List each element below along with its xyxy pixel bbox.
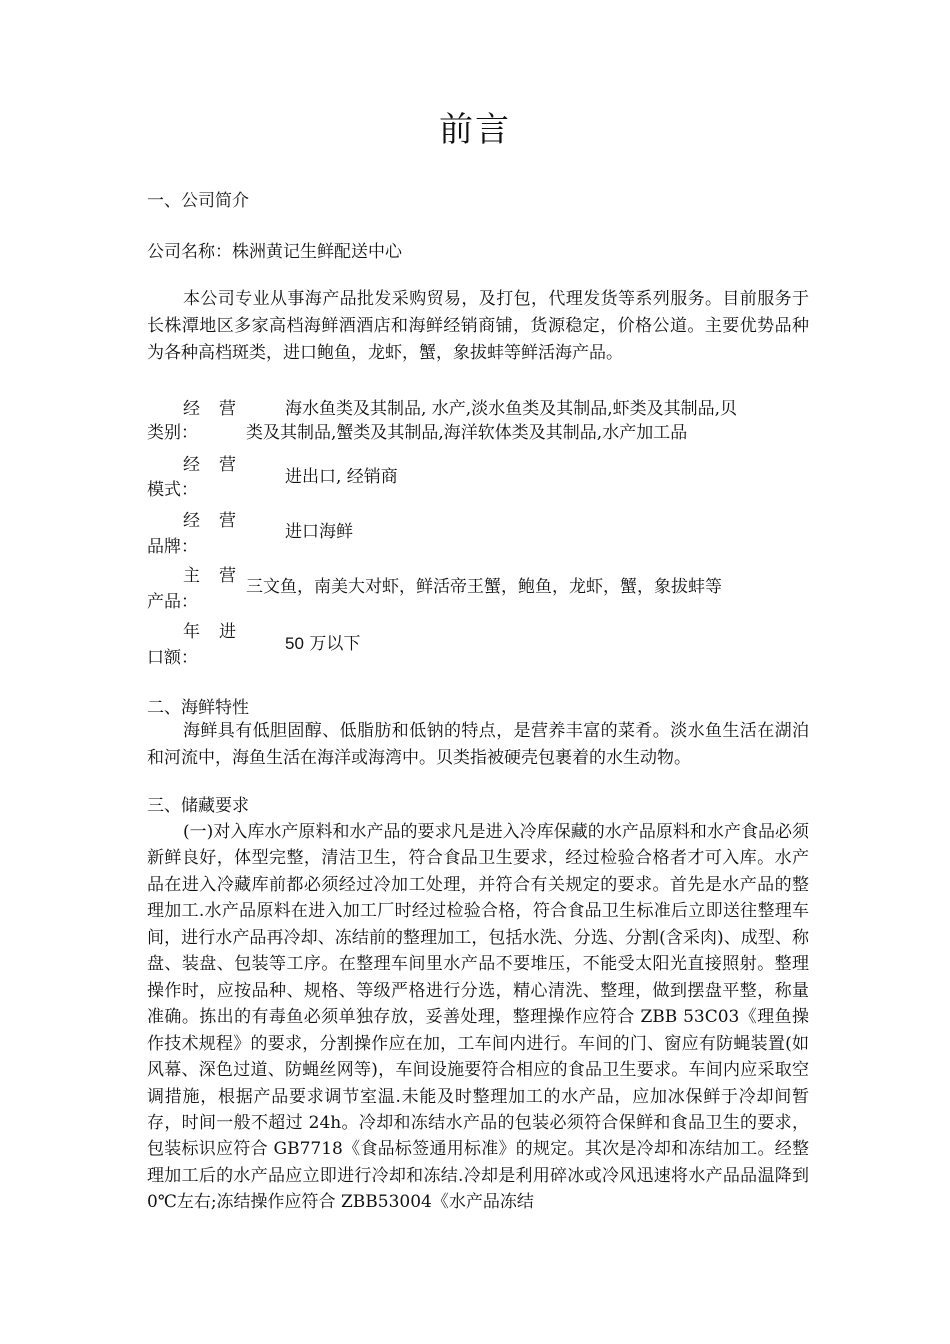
main-products-label-bottom: 产品： xyxy=(147,592,198,612)
business-mode-label-bottom: 模式： xyxy=(147,480,198,500)
business-category-label-bottom: 类别： xyxy=(147,423,198,443)
annual-import-label-top: 年 进 xyxy=(183,622,236,642)
main-products-label-top: 主 营 xyxy=(183,566,236,586)
business-brand-value: 进口海鲜 xyxy=(285,522,353,542)
business-mode-value: 进出口, 经销商 xyxy=(285,467,398,487)
company-intro-paragraph: 本公司专业从事海产品批发采购贸易，及打包，代理发货等系列服务。目前服务于长株潭地区多家高档海鲜酒酒店和海鲜经销商铺，货源稳定，价格公道。主要优势品种为各种高档斑类，进口鲍鱼，龙虾，蟹，象拔蚌等鲜活海产品。 xyxy=(147,289,809,364)
business-brand-label-top: 经 营 xyxy=(183,511,236,531)
annual-import-value xyxy=(285,629,360,654)
section-heading-seafood-features: 二、海鲜特性 xyxy=(147,698,249,718)
business-category-value-line2: 类及其制品,蟹类及其制品,海洋软体类及其制品,水产加工品 xyxy=(246,423,688,443)
section-heading-company-intro: 一、公司简介 xyxy=(147,191,249,211)
seafood-features-paragraph: 海鲜具有低胆固醇、低脂肪和低钠的特点，是营养丰富的菜肴。淡水鱼生活在湖泊和河流中，海鱼生活在海洋或海湾中。贝类指被硬壳包裹着的水生动物。 xyxy=(147,721,809,769)
business-brand-label-bottom: 品牌： xyxy=(147,537,198,557)
company-name-line: 公司名称：株洲黄记生鲜配送中心 xyxy=(147,242,402,262)
main-products-value: 三文鱼，南美大对虾，鲜活帝王蟹，鲍鱼，龙虾，蟹，象拔蚌等 xyxy=(246,577,722,597)
business-category-value-line1: 海水鱼类及其制品, 水产,淡水鱼类及其制品,虾类及其制品,贝 xyxy=(285,399,738,419)
annual-import-unit: 万以下 xyxy=(309,634,361,654)
business-category-label-top: 经 营 xyxy=(183,399,236,419)
section-heading-storage-requirements: 三、储藏要求 xyxy=(147,796,249,816)
annual-import-label-bottom: 口额： xyxy=(147,648,198,668)
page-title: 前言 xyxy=(439,110,511,150)
annual-import-number: 50 xyxy=(285,634,304,653)
storage-requirements-paragraph: (一)对入库水产原料和水产品的要求凡是进入冷库保藏的水产品原料和水产食品必须新鲜良好，体型完整，清洁卫生，符合食品卫生要求，经过检验合格者才可入库。水产品在进入冷藏库前都必须经过冷加工处理，并符合有关规定的要求。首先是水产品的整理加工.水产品原料在进入加工厂时经过检验合格，符合食品卫生标准后立即送往整理车间，进行水产品再冷却、冻结前的整理加工，包括水洗、分选、分割(含采肉)、成型、称盘、装盘、包装等工序。在整理车间里水产品不要堆压，不能受太阳光直接照射。整理操作时，应按品种、规格、等级严格进行分选，精心清洗、整理，做到摆盘平整，称量准确。拣出的有毒鱼必须单独存放，妥善处理，整理操作应符合 ZBB 53C03《理鱼操作技术规程》的要求，分割操作应在加，工车间内进行。车间的门、窗应有防蝇装置(如风幕、深色过道、防蝇丝网等)，车间设施要符合相应的食品卫生要求。车间内应采取空调措施，根据产品要求调节室温.未能及时整理加工的水产品，应加冰保鲜于冷却间暂存，时间一般不超过 24h。冷却和冻结水产品的包装必须符合保鲜和食品卫生的要求，包装标识应符合 GB7718《食品标签通用标准》的规定。其次是冷却和冻结加工。经整理加工后的水产品应立即进行冷却和冻结.冷却是利用碎冰或冷风迅速将水产品品温降到 0℃左右;冻结操作应符合 ZBB53004《水产品冻结 xyxy=(147,822,809,1213)
business-mode-label-top: 经 营 xyxy=(183,455,236,475)
